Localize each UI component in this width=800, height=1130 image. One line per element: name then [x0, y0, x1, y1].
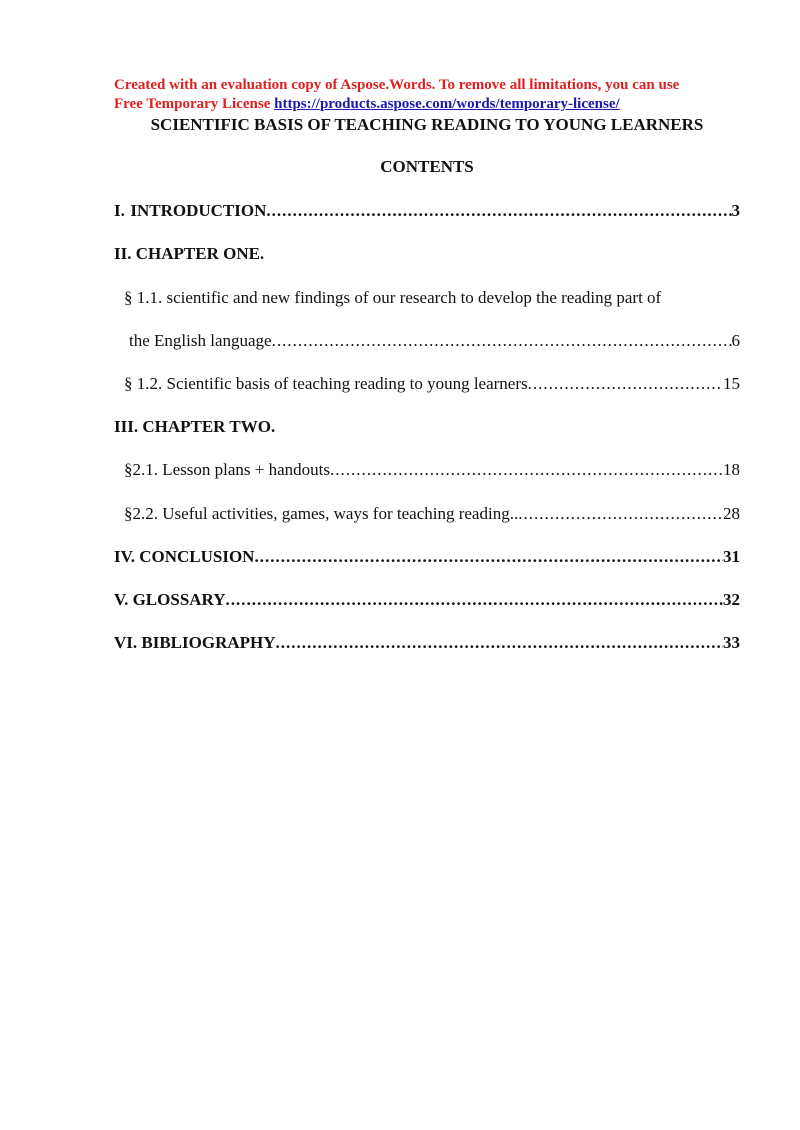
evaluation-notice — [114, 76, 754, 114]
dot-leader — [272, 331, 732, 351]
dot-leader — [266, 201, 731, 221]
dot-leader — [330, 460, 723, 480]
dot-leader — [528, 374, 723, 394]
toc-page-number: 28 — [723, 504, 740, 523]
toc-entry-section-1-1[interactable] — [124, 288, 740, 308]
toc-label: V. GLOSSARY — [114, 590, 226, 609]
dot-leader — [254, 547, 723, 567]
toc-page-number: 18 — [723, 460, 740, 479]
toc-label: the English language — [129, 331, 272, 350]
toc-entry-conclusion[interactable] — [114, 547, 740, 567]
dot-leader — [226, 590, 723, 610]
toc-label: §2.1. Lesson plans + handouts — [124, 460, 331, 479]
toc-entry-glossary[interactable] — [114, 590, 740, 610]
toc-entry-section-1-2[interactable] — [124, 374, 740, 394]
toc-page-number: 3 — [731, 201, 740, 220]
evaluation-notice-line: Created with an evaluation copy of Aspose.Words. To remove all limitations, you can use — [114, 77, 680, 93]
toc-entry-section-2-1[interactable] — [124, 460, 740, 480]
toc-label: §2.2. Useful activities, games, ways for teaching reading.. — [124, 504, 519, 523]
toc-page-number: 15 — [723, 374, 740, 393]
temporary-license-link[interactable]: https://products.aspose.com/words/temporary-license/ — [274, 96, 620, 112]
toc-label: IV. CONCLUSION — [114, 547, 255, 566]
toc-label: VI. BIBLIOGRAPHY — [114, 633, 276, 652]
toc-entry-section-1-1-continued[interactable] — [129, 331, 740, 351]
license-label: Free Temporary License — [114, 96, 271, 112]
toc-entry-introduction[interactable] — [114, 201, 740, 221]
toc-label: § 1.1. scientific and new findings of our research to develop the reading part of — [124, 288, 662, 307]
document-title: SCIENTIFIC BASIS OF TEACHING READING TO YOUNG LEARNERS — [150, 115, 704, 134]
toc-label: INTRODUCTION — [130, 201, 267, 220]
toc-label: II. CHAPTER ONE. — [114, 244, 265, 263]
toc-label: § 1.2. Scientific basis of teaching reading to young learners — [124, 374, 528, 393]
toc-entry-chapter-two[interactable] — [114, 417, 740, 437]
dot-leader — [276, 633, 723, 653]
toc-page-number: 31 — [723, 547, 740, 566]
toc-page-number: 33 — [723, 633, 740, 652]
toc-entry-section-2-2[interactable] — [124, 504, 740, 524]
toc-number: I. — [114, 201, 125, 220]
toc-page-number: 32 — [723, 590, 740, 609]
toc-label: III. CHAPTER TWO. — [114, 417, 276, 436]
toc-entry-chapter-one[interactable] — [114, 244, 740, 264]
contents-heading: CONTENTS — [380, 157, 474, 176]
toc-entry-bibliography[interactable] — [114, 633, 740, 653]
dot-leader — [518, 504, 723, 524]
toc-page-number: 6 — [731, 331, 740, 350]
evaluation-license-line — [114, 95, 754, 114]
